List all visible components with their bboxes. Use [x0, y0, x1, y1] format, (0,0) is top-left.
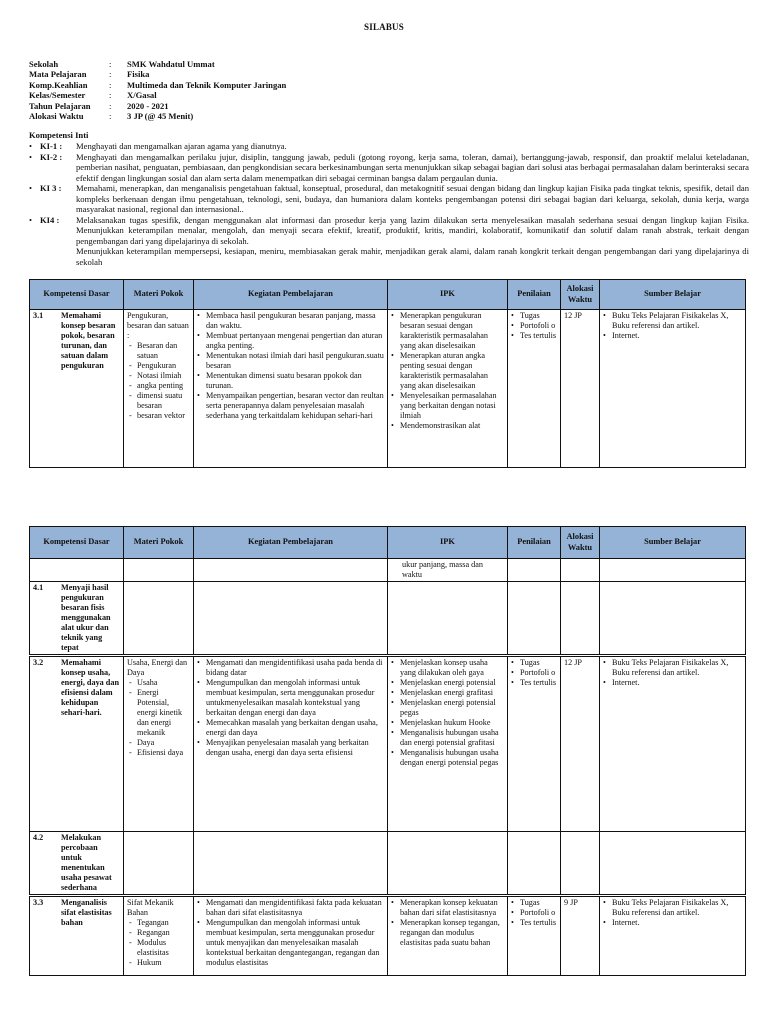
header-ipk: IPK — [388, 280, 508, 310]
kompetensi-inti-section — [29, 130, 749, 267]
list-item: - Efisiensi daya — [127, 748, 190, 758]
header-kompetensi-dasar: Kompetensi Dasar — [30, 527, 124, 559]
identity-value: SMK Wahdatul Ummat — [127, 59, 215, 69]
ki-code: KI-1 : — [40, 141, 63, 152]
list-item: • Menerapkan pengukuran besaran sesuai dengan karakteristik permasalahan yang akan diselesaikan — [391, 311, 504, 351]
kegiatan-cell — [194, 310, 388, 468]
list-item: • Membuat pertanyaan mengenai pengertian dan aturan angka penting. — [197, 331, 384, 351]
identity-colon: : — [109, 110, 112, 121]
list-item: • Menerapkan konsep kekuatan bahan dari sifat elastisitasnya — [391, 898, 504, 918]
list-item: - angka penting — [127, 381, 190, 391]
materi-intro: Usaha, Energi dan Daya — [127, 658, 188, 677]
ki-text: Memahami, menerapkan, dan menganalisis pengetahuan faktual, konseptual, prosedural, dan metakognitif sesuai dengan bidang dan lingkup kajian Fisika pada tingkat teknis, spesifik, detail dan kompleks berkenaan dengan ilmu pengetahuan, teknologi, seni, budaya, dan humaniora dalam konteks pengembangan potensi diri sebagai bagian dari keluarga, sekolah, dunia kerja, warga masyarakat nasional, regional dan internasional.. — [76, 183, 749, 215]
penilaian-list — [511, 898, 557, 928]
list-item: - dimensi suatu besaran — [127, 391, 190, 411]
list-item: • Menjelaskan konsep usaha yang dilakukan oleh gaya — [391, 658, 504, 678]
list-item: • Menganalisis hubungan usaha dengan energi potensial pegas — [391, 748, 504, 768]
list-item: • Mengumpulkan dan mengolah informasi untuk membuat kesimpulan, serta menggunakan prosedur untuk menyajikan dan menyelesaikan masalah kontekstual berkaitan dengantegangan, regangan dan modulus elastisitas — [197, 918, 384, 968]
ki-code: KI 3 : — [40, 183, 62, 194]
identity-label: Komp.Keahlian — [29, 79, 88, 90]
identity-row — [29, 101, 286, 111]
kd-text: Memahami konsep besaran pokok, besaran turunan, dan satuan dalam pengukuran — [61, 311, 116, 370]
sumber-cell — [600, 896, 746, 976]
list-item: • Tugas — [511, 658, 557, 668]
list-item: • Menentukan dimensi suatu besaran ppokok dan turunan. — [197, 371, 384, 391]
ki-item — [29, 215, 749, 267]
list-item: • Menyajikan penyelesaian masalah yang berkaitan dengan usaha, energi dan daya serta efisiensi — [197, 738, 384, 758]
header-materi-pokok: Materi Pokok — [124, 280, 194, 310]
ipk-cell — [388, 656, 508, 832]
list-item: • Mengamati dan mengidentifikasi usaha pada benda di bidang datar — [197, 658, 384, 678]
list-item: • Buku Teks Pelajaran Fisikakelas X, Buku referensi dan artikel. — [603, 658, 742, 678]
identity-value: 3 JP (@ 45 Menit) — [127, 110, 194, 121]
ki-item — [29, 141, 749, 151]
kd-text: Menyaji hasil pengukuran besaran fisis menggunakan alat ukur dan teknik yang tepat — [61, 583, 111, 652]
identity-row — [29, 69, 286, 79]
kd-text: Menganalisis sifat elastisitas bahan — [61, 898, 112, 927]
kd-cell — [30, 310, 124, 468]
list-item: • Mengamati dan mengidentifikasi fakta pada kekuatan bahan dari sifat elastisitasnya — [197, 898, 384, 918]
kd-number: 4.1 — [33, 583, 44, 592]
identity-label: Tahun Pelajaran — [29, 100, 91, 111]
kd-cell — [30, 582, 124, 656]
list-item: - besaran vektor — [127, 411, 190, 421]
ki-item — [29, 152, 749, 183]
kegiatan-list — [197, 311, 384, 421]
list-item: - Tegangan — [127, 918, 190, 928]
materi-cell — [124, 656, 194, 832]
list-item: • Menerapkan konsep tegangan, regangan dan modulus elastisitas pada suatu bahan — [391, 918, 504, 948]
list-item: • Menganalisis hubungan usaha dan energi potensial grafitasi — [391, 728, 504, 748]
identity-row — [29, 90, 286, 100]
ki-text: Menghayati dan mengamalkan ajaran agama yang dianutnya. — [76, 141, 287, 152]
table-row — [30, 310, 746, 468]
bullet-icon: • — [29, 214, 33, 225]
list-item: • Memecahkan masalah yang berkaitan dengan usaha, energi dan daya — [197, 718, 384, 738]
identity-value: X/Gasal — [127, 90, 157, 101]
list-item: • Buku Teks Pelajaran Fisikakelas X, Buku referensi dan artikel. — [603, 311, 742, 331]
list-item: • Menentukan notasi ilmiah dari hasil pengukuran.suatu besaran — [197, 351, 384, 371]
ki-code: KI4 : — [40, 214, 60, 225]
list-item: • Buku Teks Pelajaran Fisikakelas X, Buku referensi dan artikel. — [603, 898, 742, 918]
list-item: - Energi Potensial, energi kinetik dan energi mekanik — [127, 688, 190, 738]
ipk-cell — [388, 310, 508, 468]
kd-text: Memahami konsep usaha, energi, daya dan efisiensi dalam kehidupan sehari-hari. — [61, 658, 120, 717]
ki-code: KI-2 : — [40, 151, 63, 162]
identity-block — [29, 59, 286, 121]
penilaian-list — [511, 311, 557, 341]
kegiatan-cell — [194, 896, 388, 976]
materi-list — [127, 918, 190, 968]
kd-cell — [30, 832, 124, 896]
identity-colon: : — [109, 59, 112, 69]
header-kegiatan: Kegiatan Pembelajaran — [194, 280, 388, 310]
syllabus-table-1 — [29, 279, 746, 468]
syllabus-table-2 — [29, 526, 746, 976]
materi-cell — [124, 896, 194, 976]
ki-list — [29, 141, 749, 267]
ki-text: Menghayati dan mengamalkan perilaku jujur, disiplin, tanggung jawab, peduli (gotong royong, kerja sama, toleran, damai), bertanggung-jawab, responsif, dan proaktif melalui keteladanan, pemberian nasihat, penguatan, pembiasaan, dan pengkondisian secara berkesinambungan serta menunjukkan sikap sebagai bagian dari solusi atas berbagai permasalahan dalam berinteraksi secara efektif dengan lingkungan sosial dan alam serta dalam menempatkan diri sebagai cerminan bangsa dalam pergaulan dunia. — [76, 151, 749, 183]
sumber-cell — [600, 310, 746, 468]
list-item: - Usaha — [127, 678, 190, 688]
penilaian-list — [511, 658, 557, 688]
sumber-cell — [600, 656, 746, 832]
identity-row — [29, 80, 286, 90]
list-item: • Menjelaskan energi potensial — [391, 678, 504, 688]
table-row — [30, 832, 746, 896]
kd-number: 3.2 — [33, 658, 44, 667]
identity-colon: : — [109, 79, 112, 90]
alokasi-cell: 9 JP — [561, 896, 600, 976]
list-item: • Portofoli o — [511, 908, 557, 918]
bullet-icon: • — [29, 151, 33, 162]
header-penilaian: Penilaian — [508, 527, 561, 559]
identity-label: Kelas/Semester — [29, 90, 86, 101]
header-kompetensi-dasar: Kompetensi Dasar — [30, 280, 124, 310]
list-item: • Internet. — [603, 331, 742, 341]
alokasi-cell: 12 JP — [561, 310, 600, 468]
materi-list — [127, 341, 190, 421]
list-item: • Tes tertulis — [511, 918, 557, 928]
list-item: • Mengumpulkan dan mengolah informasi untuk membuat kesimpulan, serta menggunakan prosedur untukmenyelesaikan masalah kontekstual yang berkaitan dengan energi dan daya — [197, 678, 384, 718]
alokasi-cell: 12 JP — [561, 656, 600, 832]
sumber-list — [603, 311, 742, 341]
list-item: - Daya — [127, 738, 190, 748]
list-item: • Menyampaikan pengertian, besaran vector dan reultan serta penerapannya dalam penyelesaian masalah sederhana yang terkaitdalam kehidupan sehari-hari — [197, 391, 384, 421]
list-item: • Tugas — [511, 898, 557, 908]
ki-text: Melaksanakan tugas spesifik, dengan menggunakan alat informasi dan prosedur kerja yang lazim dilakukan serta menyelesaikan masalah sederhana sesuai dengan lingkup kajian Fisika. Menunjukkan keterampilan menalar, mengolah, dan menyaji secara efektif, kreatif, produktif, kritis, mandiri, kolaboratif, komunikatif dan solutif dalam ranah abstrak, terkait dengan pengembangan dari yang dipelajarinya di sekolah. — [76, 214, 749, 246]
penilaian-cell — [508, 310, 561, 468]
list-item: • Tes tertulis — [511, 678, 557, 688]
header-alokasi: Alokasi Waktu — [561, 280, 600, 310]
kd-cell — [30, 896, 124, 976]
header-penilaian: Penilaian — [508, 280, 561, 310]
identity-colon: : — [109, 69, 112, 80]
list-item: • Internet. — [603, 678, 742, 688]
list-item: • Tugas — [511, 311, 557, 321]
ki-item — [29, 183, 749, 214]
list-item: • Portofoli o — [511, 668, 557, 678]
kd-cell — [30, 656, 124, 832]
kegiatan-list — [197, 658, 384, 758]
bullet-icon: • — [29, 141, 33, 152]
ki-text: Menunjukkan keterampilan mempersepsi, kesiapan, meniru, membiasakan gerak mahir, menjadikan gerak alami, dalam ranah kongkrit terkait dengan pengembangan dari yang dipelajarinya di sekolah — [76, 246, 749, 267]
ipk-list — [391, 898, 504, 948]
sumber-list — [603, 658, 742, 688]
identity-value: Fisika — [127, 69, 150, 80]
list-item: - Modulus elastisitas — [127, 938, 190, 958]
header-ipk: IPK — [388, 527, 508, 559]
identity-value: 2020 - 2021 — [127, 100, 169, 111]
list-item: • Menyelesaikan permasalahan yang berkaitan dengan notasi ilmiah — [391, 391, 504, 421]
list-item: • Mendemonstrasikan alat — [391, 421, 504, 431]
identity-label: Sekolah — [29, 59, 59, 69]
ipk-list — [391, 311, 504, 431]
identity-colon: : — [109, 100, 112, 111]
header-materi-pokok: Materi Pokok — [124, 527, 194, 559]
materi-intro: Pengukuran, besaran dan satuan : — [127, 311, 189, 340]
header-sumber: Sumber Belajar — [600, 527, 746, 559]
ipk-cell — [388, 896, 508, 976]
identity-row — [29, 111, 286, 121]
page-title: SILABUS — [364, 22, 404, 32]
identity-value: Multimeda dan Teknik Komputer Jaringan — [127, 79, 287, 90]
list-item: • Menjelaskan energi grafitasi — [391, 688, 504, 698]
identity-label: Alokasi Waktu — [29, 110, 84, 121]
header-kegiatan: Kegiatan Pembelajaran — [194, 527, 388, 559]
kd-number: 3.1 — [33, 311, 44, 320]
penilaian-cell — [508, 896, 561, 976]
kegiatan-cell — [194, 656, 388, 832]
header-alokasi: Alokasi Waktu — [561, 527, 600, 559]
list-item: • Portofoli o — [511, 321, 557, 331]
kompetensi-inti-heading: Kompetensi Inti — [29, 130, 89, 140]
table-row — [30, 582, 746, 656]
identity-colon: : — [109, 90, 112, 101]
sumber-list — [603, 898, 742, 928]
list-item: - Pengukuran — [127, 361, 190, 371]
list-item: - Hukum — [127, 958, 190, 968]
identity-label: Mata Pelajaran — [29, 69, 87, 80]
table-row — [30, 656, 746, 832]
penilaian-cell — [508, 656, 561, 832]
materi-intro: Sifat Mekanik Bahan — [127, 898, 174, 917]
identity-row — [29, 59, 286, 69]
bullet-icon: • — [29, 183, 33, 194]
table-row — [30, 559, 746, 582]
list-item: - Besaran dan satuan — [127, 341, 190, 361]
list-item: - Notasi ilmiah — [127, 371, 190, 381]
list-item: • Menjelaskan hukum Hooke — [391, 718, 504, 728]
ipk-continuation: ukur panjang, massa dan waktu — [388, 559, 508, 582]
list-item: • Tes tertulis — [511, 331, 557, 341]
kd-number: 3.3 — [33, 898, 44, 907]
kd-text: Melakukan percobaan untuk menentukan usaha pesawat sederhana — [61, 833, 112, 892]
table-row — [30, 896, 746, 976]
kegiatan-list — [197, 898, 384, 968]
materi-cell — [124, 310, 194, 468]
kd-number: 4.2 — [33, 833, 44, 842]
list-item: • Internet. — [603, 918, 742, 928]
list-item: • Menerapkan aturan angka penting sesuai dengan karakteristik permasalahan yang akan diselesaikan — [391, 351, 504, 391]
list-item: - Regangan — [127, 928, 190, 938]
list-item: • Menjelaskan energi potensial pegas — [391, 698, 504, 718]
list-item: • Membaca hasil pengukuran besaran panjang, massa dan waktu. — [197, 311, 384, 331]
materi-list — [127, 678, 190, 758]
ipk-list — [391, 658, 504, 768]
header-sumber: Sumber Belajar — [600, 280, 746, 310]
